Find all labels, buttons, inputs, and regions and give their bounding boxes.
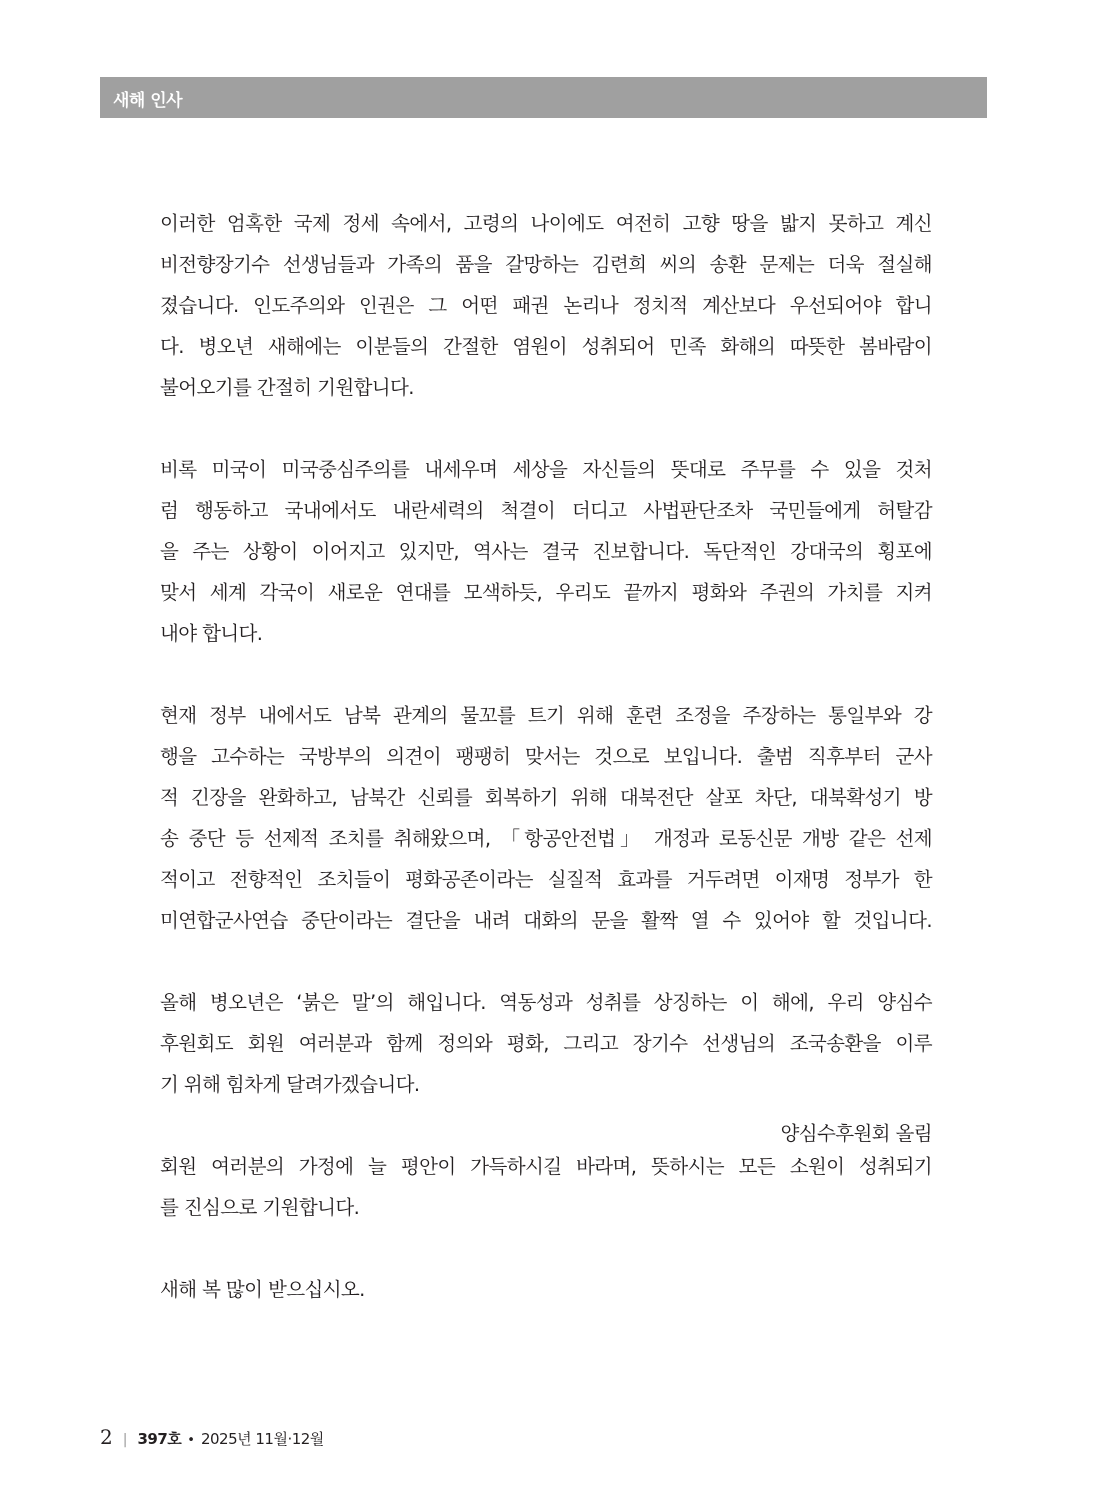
page-number: 2 xyxy=(100,1425,113,1449)
text-line: 적 긴장을 완화하고, 남북간 신뢰를 회복하기 위해 대북전단 살포 차단, 대북확성기 방 xyxy=(160,786,932,809)
issue-number: 397호 xyxy=(137,1430,182,1448)
footer-separator: | xyxy=(122,1432,128,1448)
text-line: 이러한 엄혹한 국제 정세 속에서, 고령의 나이에도 여전히 고향 땅을 밟지 못하고 계신 xyxy=(160,212,932,235)
text-line: 송 중단 등 선제적 조치를 취해왔으며, 「항공안전법」 개정과 로동신문 개방 같은 선제 xyxy=(160,827,932,850)
section-header-bar xyxy=(100,77,987,118)
text-line: 회원 여러분의 가정에 늘 평안이 가득하시길 바라며, 뜻하시는 모든 소원이 성취되기 xyxy=(160,1155,932,1178)
paragraph-2 xyxy=(160,449,932,654)
text-line: 비전향장기수 선생님들과 가족의 품을 갈망하는 김련희 씨의 송환 문제는 더욱 절실해 xyxy=(160,253,932,276)
closing-greeting: 새해 복 많이 받으십시오. xyxy=(160,1278,365,1301)
text-line: 을 주는 상황이 이어지고 있지만, 역사는 결국 진보합니다. 독단적인 강대국의 횡포에 xyxy=(160,540,932,563)
text-line: 내야 합니다. xyxy=(160,622,263,645)
text-line: 맞서 세계 각국이 새로운 연대를 모색하듯, 우리도 끝까지 평화와 주권의 가치를 지켜 xyxy=(160,581,932,604)
paragraph-3 xyxy=(160,695,932,941)
page-footer xyxy=(100,1425,324,1449)
text-line: 불어오기를 간절히 기원합니다. xyxy=(160,376,414,399)
text-line: 행을 고수하는 국방부의 의견이 팽팽히 맞서는 것으로 보입니다. 출범 직후부터 군사 xyxy=(160,745,932,768)
text-line: 올해 병오년은 ‘붉은 말’의 해입니다. 역동성과 성취를 상징하는 이 해에, 우리 양심수 xyxy=(160,991,932,1014)
text-line: 현재 정부 내에서도 남북 관계의 물꼬를 트기 위해 훈련 조정을 주장하는 통일부와 강 xyxy=(160,704,932,727)
text-line: 럼 행동하고 국내에서도 내란세력의 척결이 더디고 사법판단조차 국민들에게 허탈감 xyxy=(160,499,932,522)
text-line: 후원회도 회원 여러분과 함께 정의와 평화, 그리고 장기수 선생님의 조국송환을 이루 xyxy=(160,1032,932,1055)
text-line: 비록 미국이 미국중심주의를 내세우며 세상을 자신들의 뜻대로 주무를 수 있을 것처 xyxy=(160,458,932,481)
paragraph-1 xyxy=(160,203,932,408)
text-line: 적이고 전향적인 조치들이 평화공존이라는 실질적 효과를 거두려면 이재명 정부가 한 xyxy=(160,868,932,891)
text-line: 졌습니다. 인도주의와 인권은 그 어떤 패권 논리나 정치적 계산보다 우선되어야 합니 xyxy=(160,294,932,317)
section-title: 새해 인사 xyxy=(113,91,183,111)
text-line: 미연합군사연습 중단이라는 결단을 내려 대화의 문을 활짝 열 수 있어야 할 것입니다. xyxy=(160,909,932,932)
paragraph-5 xyxy=(160,1146,932,1228)
bullet-icon: • xyxy=(187,1433,195,1448)
paragraph-4 xyxy=(160,982,932,1105)
text-line: 를 진심으로 기원합니다. xyxy=(160,1196,360,1219)
signature: 양심수후원회 올림 xyxy=(780,1122,932,1145)
text-line: 기 위해 힘차게 달려가겠습니다. xyxy=(160,1073,420,1096)
text-line: 다. 병오년 새해에는 이분들의 간절한 염원이 성취되어 민족 화해의 따뜻한 봄바람이 xyxy=(160,335,932,358)
issue-date: 2025년 11월·12월 xyxy=(200,1430,324,1448)
